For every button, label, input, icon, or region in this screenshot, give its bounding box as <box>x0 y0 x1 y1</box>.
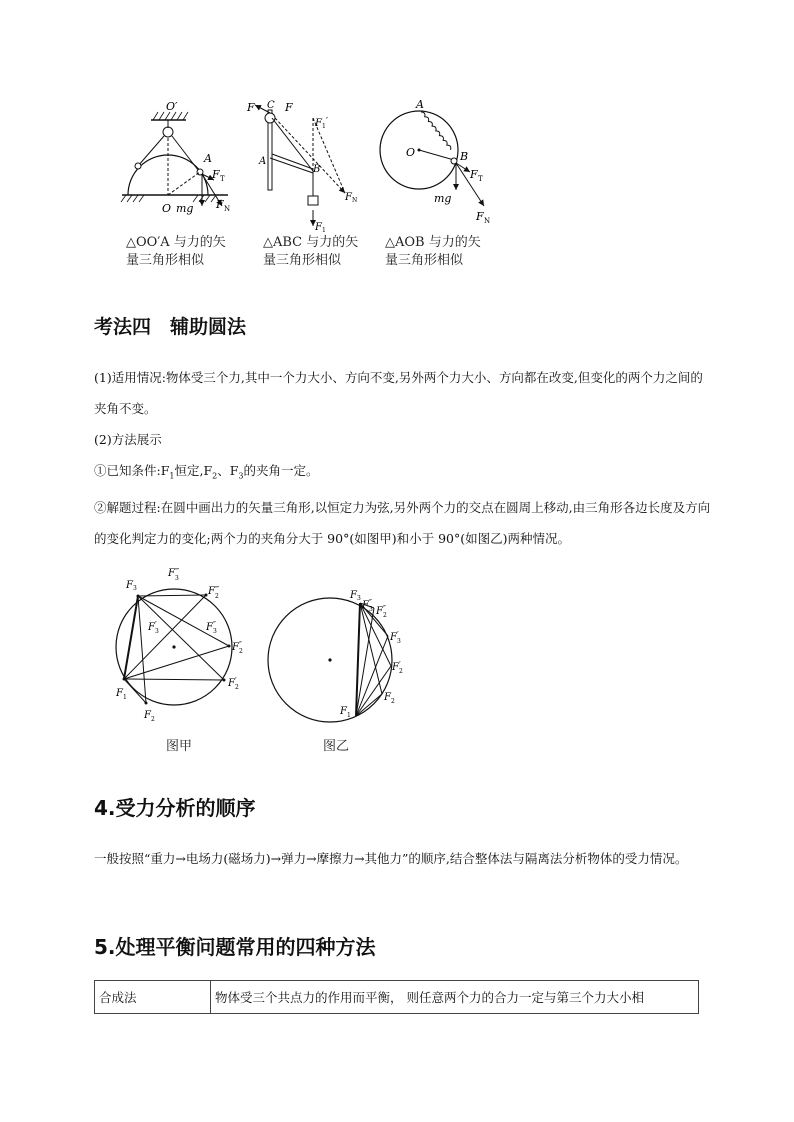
fig3-caption <box>385 234 481 270</box>
cfa-f2-pp-sub: 2 <box>239 648 243 655</box>
figure-aob <box>378 98 498 228</box>
cfb-f2-pp-sub: 2 <box>383 612 387 619</box>
label-mg: mg <box>176 202 194 215</box>
label-ft3: F <box>470 168 478 181</box>
aux-p3-pre: ①已知条件:F <box>94 463 170 478</box>
label-ft: F <box>212 168 220 181</box>
cfb-f2-p: F <box>392 662 399 673</box>
cfa-f2-ppp-mark: ‴ <box>215 585 220 594</box>
cfb-f2-pp-mark: ″ <box>383 604 386 613</box>
cfa-f3-ppp-sub: 3 <box>175 575 179 582</box>
aux-circle-body <box>94 362 714 554</box>
cfa-f2-p-sub: 2 <box>235 684 239 691</box>
label-f-right: F <box>285 101 293 114</box>
heading-section-4: 4.受力分析的顺序 <box>94 796 256 820</box>
cfb-f2-pp: F <box>376 606 383 617</box>
cfb-f3-pp-mark: ″ <box>369 598 372 607</box>
methods-table <box>94 980 699 1014</box>
cfb-f3-pp-sub: 3 <box>369 606 373 613</box>
label-b2: B <box>313 164 321 175</box>
label-fn-sub: N <box>224 205 231 213</box>
label-f1-sub: 1 <box>322 227 326 233</box>
aux-p4: ②解题过程:在圆中画出力的矢量三角形,以恒定力为弦,另外两个力的交点在圆周上移动,由三角形各边长度及方向的变化判定力的变化;两个力的夹角分大于 90°(如图甲)和小于 90°(如图乙)两种情况。 <box>94 499 711 546</box>
fig2-caption <box>263 234 358 270</box>
figure-abc <box>245 98 365 233</box>
figure-a-caption: 图甲 <box>166 739 193 754</box>
cfa-f2-sub: 2 <box>151 716 155 723</box>
label-f-left: F <box>247 101 255 114</box>
label-f1: F <box>315 222 322 233</box>
cfa-f3-pp: F <box>206 622 213 633</box>
label-a3: A <box>416 98 424 111</box>
aux-p3-sub1: 1 <box>169 471 175 481</box>
fig1-caption <box>126 234 226 270</box>
cfa-f3: F <box>126 580 133 591</box>
section-4-paragraph: 一般按照“重力→电场力(磁场力)→弹力→摩擦力→其他力”的顺序,结合整体法与隔离法分析物体的受力情况。 <box>94 851 688 866</box>
label-ft-sub: T <box>220 175 225 183</box>
label-fn3: F <box>476 210 484 223</box>
cfb-f3-sub: 3 <box>357 595 361 602</box>
cfb-f2-p-sub: 2 <box>399 668 403 675</box>
label-o-prime: O′ <box>166 100 178 113</box>
section-4-body <box>94 843 714 874</box>
table-row <box>95 981 699 1014</box>
figure-circle-b <box>264 586 424 731</box>
method-name-cell: 合成法 <box>95 981 211 1014</box>
cfa-f3-pp-mark: ″ <box>213 620 216 629</box>
cfb-f2-sub: 2 <box>391 698 395 705</box>
label-fn: F <box>216 198 224 211</box>
figure-circle-a <box>108 566 268 726</box>
fig3-caption-line2: 量三角形相似 <box>385 253 464 268</box>
fig1-caption-line1: △OO′A 与力的矢 <box>126 235 226 250</box>
cfa-f2-p: F <box>228 678 235 689</box>
cfa-f3-sub: 3 <box>133 585 137 592</box>
cfa-f3-ppp: F <box>168 568 175 579</box>
aux-p3-mid1: 恒定,F <box>174 463 213 478</box>
cfa-f2-pp: F <box>232 642 239 653</box>
fig2-caption-line2: 量三角形相似 <box>263 253 342 268</box>
cfb-f2-p-mark: ′ <box>399 660 401 669</box>
label-f1-prime: F <box>315 118 322 129</box>
figure-b-caption: 图乙 <box>323 739 350 754</box>
label-fn2-sub: N <box>352 197 358 204</box>
label-mg3: mg <box>434 192 452 205</box>
cfa-f3-pp-sub: 3 <box>213 628 217 635</box>
cfb-f1: F <box>340 706 347 717</box>
figure-oo-a <box>118 98 248 220</box>
cfa-f1: F <box>116 688 123 699</box>
cfb-f2: F <box>384 692 391 703</box>
cfb-f3-p-sub: 3 <box>397 638 401 645</box>
label-fn2: F <box>345 192 352 203</box>
label-fn3-sub: N <box>484 217 491 225</box>
cfb-f3-p: F <box>390 632 397 643</box>
fig3-caption-line1: △AOB 与力的矢 <box>385 235 481 250</box>
cfa-f3-ppp-mark: ‴ <box>175 567 180 576</box>
label-a: A <box>204 152 212 165</box>
aux-p3-mid2: 、F <box>217 463 239 478</box>
method-desc-cell: 物体受三个共点力的作用而平衡， 则任意两个力的合力一定与第三个力大小相 <box>211 981 699 1014</box>
cfa-f2-ppp-sub: 2 <box>215 593 219 600</box>
label-c: C <box>267 100 275 111</box>
heading-aux-circle: 考法四 辅助圆法 <box>94 316 247 338</box>
label-f1-prime-sub: 1 <box>322 123 326 130</box>
label-a2: A <box>259 156 267 167</box>
fig1-caption-line2: 量三角形相似 <box>126 253 205 268</box>
cfa-f3-p-mark: ′ <box>155 620 157 629</box>
cfa-f2: F <box>144 710 151 721</box>
heading-section-5: 5.处理平衡问题常用的四种方法 <box>94 935 376 959</box>
label-b3: B <box>460 150 469 163</box>
label-o: O <box>162 202 172 215</box>
aux-p3-sub3: 3 <box>238 471 244 481</box>
cfb-f3-pp: F <box>362 600 369 611</box>
fig2-caption-line1: △ABC 与力的矢 <box>263 235 359 250</box>
aux-p3-sub2: 2 <box>212 471 218 481</box>
cfa-f2-pp-mark: ″ <box>239 640 242 649</box>
aux-p3-post: 的夹角一定。 <box>243 463 319 478</box>
label-ft3-sub: T <box>478 175 483 183</box>
cfb-f3: F <box>350 590 357 601</box>
aux-p1: (1)适用情况:物体受三个力,其中一个力大小、方向不变,另外两个力大小、方向都在改变,但变化的两个力之间的夹角不变。 <box>94 370 703 416</box>
label-o3: O <box>406 146 416 159</box>
cfa-f2-ppp: F <box>208 586 215 597</box>
aux-p2: (2)方法展示 <box>94 432 162 447</box>
cfa-f3-p-sub: 3 <box>155 628 159 635</box>
cfb-f3-p-mark: ′ <box>397 630 399 639</box>
cfa-f2-p-mark: ′ <box>235 676 237 685</box>
aux-p3 <box>94 455 714 492</box>
cfa-f1-sub: 1 <box>123 694 127 701</box>
cfa-f3-p: F <box>148 622 155 633</box>
cfb-f1-sub: 1 <box>347 712 351 719</box>
label-f1-prime-mark: ′ <box>326 117 329 127</box>
